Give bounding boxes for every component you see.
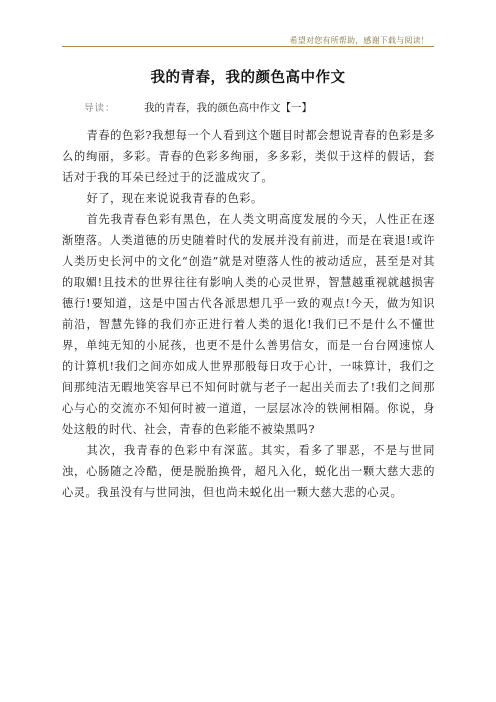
guide-label: 导读：: [84, 103, 116, 114]
guide-text: 我的青春，我的颜色高中作文【一】: [144, 102, 312, 114]
paragraph: 首先我青春色彩有黑色，在人类文明高度发展的今天，人性正在逐渐堕落。人类道德的历史随着时代的发展并没有前进，而是在衰退!或许人类历史长河中的文化“创造”就是对堕落人性的被动适应，甚至是对其的取媚!且技术的世界往往有影响人类的心灵世界，智慧越重视就越损害德行!要知道，这是中国古代各派思想几乎一致的观点!今天，做为知识前沿，智慧先锋的我们亦正进行着人类的退化!我们已不是什么不懂世界，单纯无知的小屁孩，也更不是什么善男信女，而是一台台网速惊人的计算机!我们之间亦如成人世界那般每日攻于心计，一味算计，我们之间那纯洁无暇地笑容早已不知何时就与老子一起出关而去了!我们之间那心与心的交流亦不知何时被一道道，一层层冰冷的铁闸相隔。你说，身处这般的时代、社会，青春的色彩能不被染黑吗?: [62, 213, 435, 436]
document-title: 我的青春，我的颜色高中作文: [150, 70, 346, 86]
guide-line: [84, 100, 312, 115]
header-divider: [62, 46, 434, 47]
paragraph: 其次，我青春的色彩中有深蓝。其实，看多了罪恶，不是与世同浊，心肠随之冷酷，便是脱胎换骨，超凡入化，蜕化出一颗大慈大悲的心灵。我虽没有与世同浊，但也尚未蜕化出一颗大慈大悲的心灵。: [62, 444, 435, 499]
body-text: [62, 125, 435, 503]
paragraph: 好了，现在来说说我青春的色彩。: [86, 192, 263, 205]
header-note: 希望对您有所帮助，感谢下载与阅读！: [289, 36, 429, 45]
paragraph: 青春的色彩?我想每一个人看到这个题目时都会想说青春的色彩是多么的绚丽，多彩。青春的色彩多绚丽，多多彩，类似于这样的假话，套话对于我的耳朵已经过于的泛滥成灾了。: [62, 129, 435, 184]
